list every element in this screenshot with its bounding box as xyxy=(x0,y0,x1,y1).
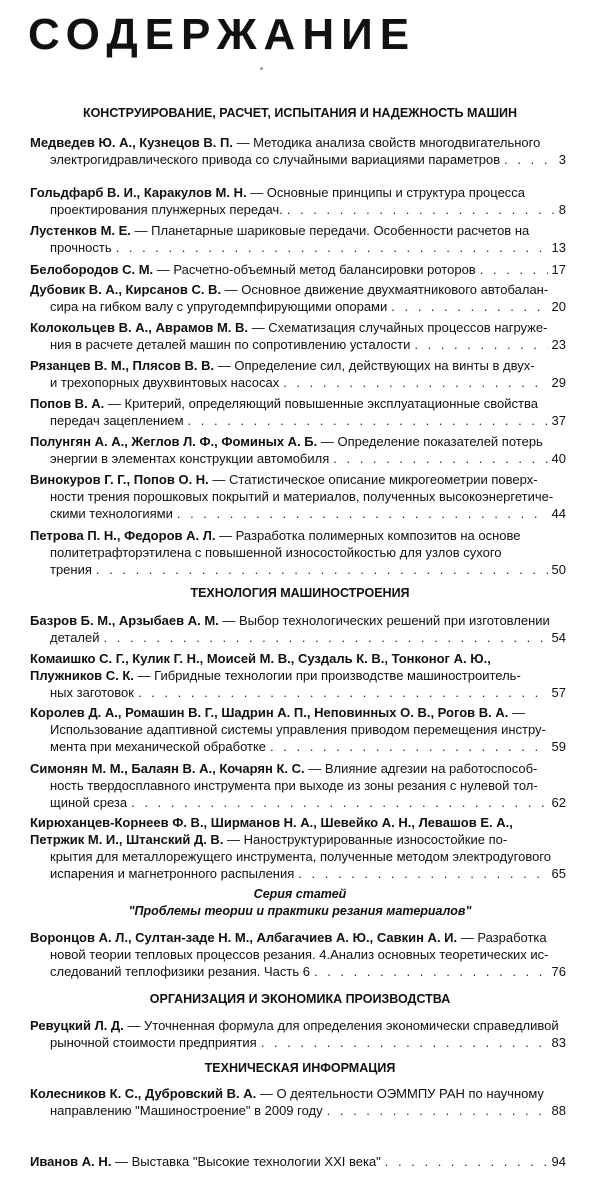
entry-text: — xyxy=(508,705,525,720)
entry-text: — Определение показателей потерь xyxy=(317,434,543,449)
entry-last-line xyxy=(30,450,566,467)
leader-dots xyxy=(270,738,548,755)
leader-dots xyxy=(504,151,555,168)
entry-last-line xyxy=(30,298,566,315)
entry-line xyxy=(30,471,566,488)
toc-entry xyxy=(30,650,566,701)
entry-last-line xyxy=(30,239,566,256)
entry-text: — Влияние адгезии на работоспособ- xyxy=(304,761,538,776)
entry-text: следований теплофизики резания. Часть 6 xyxy=(50,964,310,979)
entry-text: электрогидравлического привода со случайными вариациями параметров xyxy=(50,152,501,167)
entry-last-line xyxy=(30,794,566,811)
page-number: 37 xyxy=(551,413,566,428)
entry-authors: Плужников С. К. xyxy=(30,668,134,683)
entry-authors: Кирюханцев-Корнеев Ф. В., Ширманов Н. А., Шевейко А. Н., Левашов Е. А., xyxy=(30,815,513,830)
entry-text: рыночной стоимости предприятия xyxy=(50,1035,257,1050)
page-number: 59 xyxy=(551,739,566,754)
entry-line xyxy=(30,612,566,629)
toc-entry xyxy=(30,1153,566,1170)
entry-text: — Наноструктурированные износостойкие по- xyxy=(223,832,508,847)
page-number: 40 xyxy=(551,451,566,466)
entry-text: — Критерий, определяющий повышенные эксплуатационные свойства xyxy=(104,396,538,411)
entry-line xyxy=(30,281,566,298)
entry-text: проектирования плунжерных передач. xyxy=(50,202,283,217)
entry-last-line xyxy=(30,1102,566,1119)
leader-dots xyxy=(287,201,555,218)
entry-line: ность твердосплавного инструмента при выходе из зоны резания с нулевой тол- xyxy=(50,778,538,793)
entry-last-line xyxy=(30,684,566,701)
entry-text: — Основное движение двухмаятникового автобалан- xyxy=(221,282,549,297)
entry-text: щиной среза xyxy=(50,795,128,810)
leader-dots xyxy=(138,684,548,701)
entry-text: — Выбор технологических решений при изготовлении xyxy=(218,613,550,628)
page-number: 76 xyxy=(551,964,566,979)
entry-last-line xyxy=(30,374,566,391)
entry-authors: Медведев Ю. А., Кузнецов В. П. xyxy=(30,135,233,150)
entry-text: трения xyxy=(50,562,92,577)
entry-authors: Петржик М. И., Штанский Д. В. xyxy=(30,832,224,847)
entry-line xyxy=(30,527,566,544)
entry-line xyxy=(30,667,566,684)
entry-authors: Иванов А. Н. xyxy=(30,1154,112,1169)
entry-last-line xyxy=(30,1034,566,1051)
entry-text: прочность xyxy=(50,240,112,255)
entry-text: — Определение сил, действующих на винты в двух- xyxy=(214,358,535,373)
leader-dots xyxy=(480,261,548,278)
page-number: 20 xyxy=(551,299,566,314)
leader-dots xyxy=(261,1034,548,1051)
toc-entry xyxy=(30,222,566,256)
entry-last-line xyxy=(30,963,566,980)
page-number: 8 xyxy=(558,202,566,217)
speck xyxy=(260,67,263,70)
entry-text: — Разработка xyxy=(457,930,547,945)
entry-text: направлению "Машиностроение" в 2009 году xyxy=(50,1103,323,1118)
entry-text: — Гибридные технологии при производстве машиностроитель- xyxy=(133,668,521,683)
entry-authors: Полунгян А. А., Жеглов Л. Ф., Фоминых А. Б. xyxy=(30,434,318,449)
entry-authors: Королев Д. А., Ромашин В. Г., Шадрин А. П., Неповинных О. В., Рогов В. А. xyxy=(30,705,509,720)
entry-line xyxy=(30,929,566,946)
toc-entry xyxy=(30,184,566,218)
page-number: 44 xyxy=(551,506,566,521)
entry-text: — О деятельности ОЭММПУ РАН по научному xyxy=(256,1086,544,1101)
entry-text: — Разработка полимерных композитов на основе xyxy=(215,528,521,543)
entry-text: испарения и магнетронного распыления xyxy=(50,866,295,881)
toc-entry xyxy=(30,319,566,353)
entry-last-line xyxy=(30,505,566,522)
leader-dots xyxy=(298,865,547,882)
page-number: 83 xyxy=(551,1035,566,1050)
entry-text: — Схематизация случайных процессов нагруже- xyxy=(248,320,548,335)
entry-line: политетрафторэтилена с повышенной износостойкостью для узлов сухого xyxy=(50,545,502,560)
entry-text: ных заготовок xyxy=(50,685,134,700)
entry-line xyxy=(30,831,566,848)
toc-entry xyxy=(30,357,566,391)
page-number: 29 xyxy=(551,375,566,390)
toc-entry xyxy=(30,612,566,646)
toc-entry xyxy=(30,704,566,755)
entry-authors: Воронцов А. Л., Султан-заде Н. М., Албагачиев А. Ю., Савкин А. И. xyxy=(30,930,458,945)
entry-last-line xyxy=(30,1153,566,1170)
toc-entry xyxy=(30,134,566,168)
entry-text: — Методика анализа свойств многодвигательного xyxy=(232,135,541,150)
series-name: "Проблемы теории и практики резания материалов" xyxy=(128,904,472,918)
entry-authors: Дубовик В. А., Кирсанов С. В. xyxy=(30,282,222,297)
entry-line: Использование адаптивной системы управления приводом перемещения инстру- xyxy=(50,722,546,737)
entry-last-line xyxy=(30,336,566,353)
toc-entry xyxy=(30,814,566,882)
entry-line: новой теории тепловых процессов резания. 4.Анализ основных теоретических ис- xyxy=(50,947,549,962)
toc-entry xyxy=(30,1017,566,1051)
entry-authors: Симонян М. М., Балаян В. А., Кочарян К. С. xyxy=(30,761,305,776)
entry-authors: Рязанцев В. М., Плясов В. В. xyxy=(30,358,215,373)
entry-last-line xyxy=(30,412,566,429)
entry-text: — Основные принципы и структура процесса xyxy=(246,185,526,200)
entry-last-line xyxy=(30,738,566,755)
page-number: 65 xyxy=(551,866,566,881)
entry-last-line xyxy=(30,261,566,278)
entry-authors: Попов В. А. xyxy=(30,396,105,411)
leader-dots xyxy=(131,794,547,811)
page-number: 62 xyxy=(551,795,566,810)
leader-dots xyxy=(385,1153,548,1170)
section-heading: ТЕХНОЛОГИЯ МАШИНОСТРОЕНИЯ xyxy=(190,586,410,600)
entry-line xyxy=(30,134,566,151)
entry-line xyxy=(30,395,566,412)
toc-entry xyxy=(30,471,566,522)
entry-line xyxy=(30,222,566,239)
page-number: 50 xyxy=(551,562,566,577)
entry-authors: Петрова П. Н., Федоров А. Л. xyxy=(30,528,216,543)
entry-last-line xyxy=(30,629,566,646)
entry-line xyxy=(30,184,566,201)
entry-line xyxy=(30,650,566,667)
leader-dots xyxy=(188,412,548,429)
entry-line: ности трения порошковых покрытий и материалов, полученных высокоэнергетиче- xyxy=(50,489,554,504)
section-heading: ОРГАНИЗАЦИЯ И ЭКОНОМИКА ПРОИЗВОДСТВА xyxy=(149,992,451,1006)
entry-text: — Планетарные шариковые передачи. Особенности расчетов на xyxy=(130,223,530,238)
entry-last-line xyxy=(30,865,566,882)
entry-text xyxy=(30,1153,381,1170)
entry-text: передач зацеплением xyxy=(50,413,184,428)
entry-line xyxy=(30,357,566,374)
section-heading: ТЕХНИЧЕСКАЯ ИНФОРМАЦИЯ xyxy=(204,1061,396,1075)
toc-entry xyxy=(30,1085,566,1119)
toc-entry xyxy=(30,433,566,467)
page-number: 57 xyxy=(551,685,566,700)
entry-text: мента при механической обработке xyxy=(50,739,267,754)
entry-authors: Базров Б. М., Арзыбаев А. М. xyxy=(30,613,219,628)
leader-dots xyxy=(414,336,547,353)
entry-line xyxy=(30,1085,566,1102)
leader-dots xyxy=(177,505,548,522)
leader-dots xyxy=(104,629,548,646)
page-number: 88 xyxy=(551,1103,566,1118)
toc-entry xyxy=(30,527,566,578)
entry-authors: Белобородов С. М. xyxy=(30,262,154,277)
entry-line xyxy=(30,319,566,336)
leader-dots xyxy=(333,450,547,467)
entry-last-line xyxy=(30,561,566,578)
entry-text: энергии в элементах конструкции автомобиля xyxy=(50,451,330,466)
entry-last-line xyxy=(30,151,566,168)
entry-authors: Ревуцкий Л. Д. xyxy=(30,1018,124,1033)
entry-line xyxy=(30,814,566,831)
entry-authors: Лустенков М. Е. xyxy=(30,223,131,238)
entry-last-line xyxy=(30,201,566,218)
entry-line xyxy=(30,760,566,777)
entry-text: деталей xyxy=(50,630,100,645)
leader-dots xyxy=(283,374,547,391)
toc-entry xyxy=(30,395,566,429)
leader-dots xyxy=(327,1102,548,1119)
section-heading: КОНСТРУИРОВАНИЕ, РАСЧЕТ, ИСПЫТАНИЯ И НАДЕЖНОСТЬ МАШИН xyxy=(82,106,518,120)
leader-dots xyxy=(391,298,547,315)
entry-text: и трехопорных двухвинтовых насосах xyxy=(50,375,280,390)
page-number: 17 xyxy=(551,262,566,277)
toc-entry xyxy=(30,760,566,811)
page-number: 3 xyxy=(558,152,566,167)
entry-authors: Гольдфарб В. И., Каракулов М. Н. xyxy=(30,185,247,200)
entry-line xyxy=(30,1017,566,1034)
entry-text: ния в расчете деталей машин по сопротивлению усталости xyxy=(50,337,411,352)
leader-dots xyxy=(116,239,548,256)
toc-entry xyxy=(30,281,566,315)
entry-text xyxy=(30,261,476,278)
entry-line xyxy=(30,704,566,721)
entry-text: — Выставка "Высокие технологии XXI века" xyxy=(111,1154,381,1169)
entry-line: крытия для металлорежущего инструмента, полученные методом электродугового xyxy=(50,849,551,864)
entry-text: — Статистическое описание микрогеометрии поверх- xyxy=(208,472,538,487)
page-number: 13 xyxy=(551,240,566,255)
toc-entry xyxy=(30,261,566,278)
page-number: 23 xyxy=(551,337,566,352)
entry-authors: Колесников К. С., Дубровский В. А. xyxy=(30,1086,257,1101)
entry-line xyxy=(30,433,566,450)
series-label: Серия статей xyxy=(253,887,347,901)
toc-entry xyxy=(30,929,566,980)
entry-text: сира на гибком валу с упругодемпфирующими опорами xyxy=(50,299,388,314)
page-number: 54 xyxy=(551,630,566,645)
page-number: 94 xyxy=(551,1154,566,1169)
entry-authors: Колокольцев В. А., Аврамов М. В. xyxy=(30,320,249,335)
entry-authors: Винокуров Г. Г., Попов О. Н. xyxy=(30,472,209,487)
leader-dots xyxy=(96,561,548,578)
entry-authors: Комаишко С. Г., Кулик Г. Н., Моисей М. В., Суздаль К. В., Тонконог А. Ю., xyxy=(30,651,491,666)
entry-text: — Уточненная формула для определения экономически справедливой xyxy=(123,1018,559,1033)
page-title: СОДЕРЖАНИЕ xyxy=(28,10,417,59)
entry-text: — Расчетно-объемный метод балансировки роторов xyxy=(153,262,476,277)
leader-dots xyxy=(314,963,548,980)
entry-text: скими технологиями xyxy=(50,506,173,521)
